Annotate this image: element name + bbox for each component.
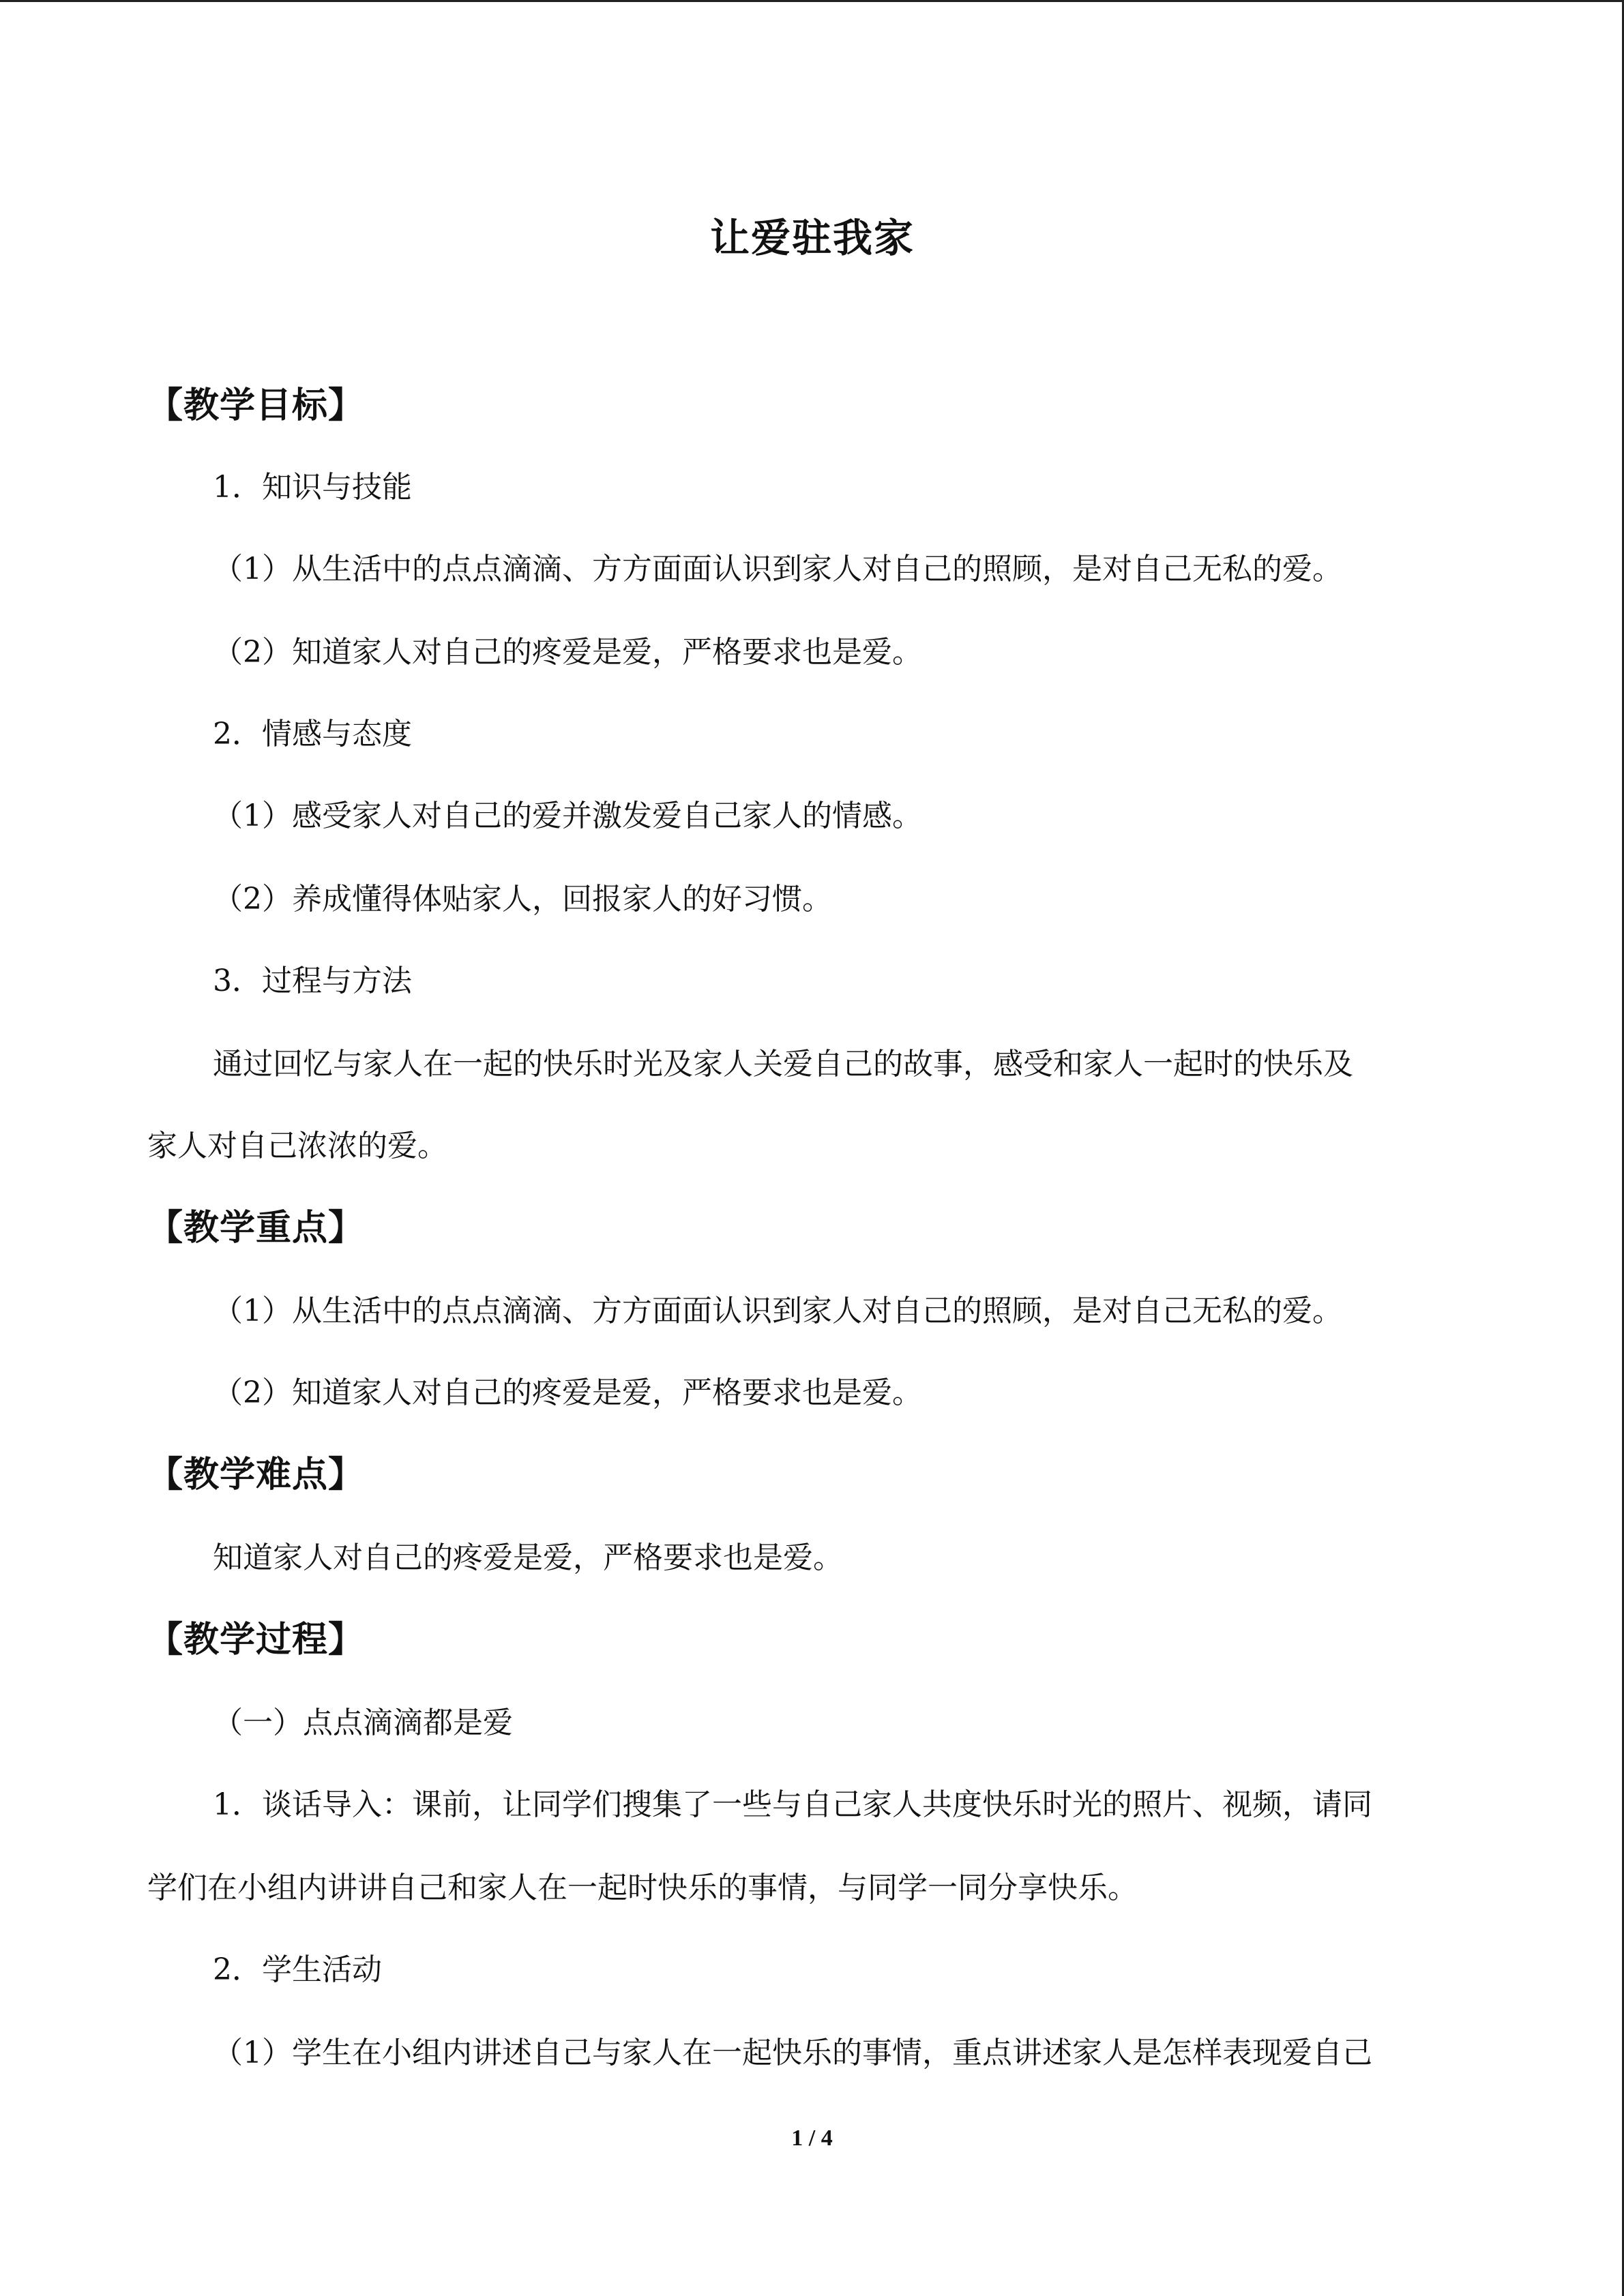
goal-1-item-1: （1）从生活中的点点滴滴、方方面面认识到家人对自己的照顾，是对自己无私的爱。 <box>213 552 1342 586</box>
goal-2-title: 2．情感与态度 <box>213 717 412 751</box>
goal-3-text-line-2: 家人对自己浓浓的爱。 <box>147 1129 447 1163</box>
document-title: 让爱驻我家 <box>709 215 915 261</box>
goal-3-title: 3．过程与方法 <box>213 964 412 998</box>
page-number: 1 / 4 <box>791 2126 833 2151</box>
goal-2-item-1: （1）感受家人对自己的爱并激发爱自己家人的情感。 <box>213 799 922 833</box>
process-step-2-title: 2．学生活动 <box>213 1952 382 1987</box>
section-heading-process: 【教学过程】 <box>147 1620 365 1660</box>
key-point-item-1: （1）从生活中的点点滴滴、方方面面认识到家人对自己的照顾，是对自己无私的爱。 <box>213 1294 1342 1328</box>
section-heading-difficulties: 【教学难点】 <box>147 1455 365 1495</box>
process-step-1-line-2: 学们在小组内讲讲自己和家人在一起时快乐的事情，与同学一同分享快乐。 <box>147 1870 1138 1905</box>
goal-2-item-2: （2）养成懂得体贴家人，回报家人的好习惯。 <box>213 882 832 916</box>
section-heading-goals: 【教学目标】 <box>147 385 365 426</box>
section-heading-key-points: 【教学重点】 <box>147 1208 365 1249</box>
goal-1-item-2: （2）知道家人对自己的疼爱是爱，严格要求也是爱。 <box>213 635 922 670</box>
difficulty-text: 知道家人对自己的疼爱是爱，严格要求也是爱。 <box>213 1540 843 1575</box>
process-step-1-line-1: 1．谈话导入：课前，让同学们搜集了一些与自己家人共度快乐时光的照片、视频，请同 <box>213 1787 1372 1822</box>
key-point-item-2: （2）知道家人对自己的疼爱是爱，严格要求也是爱。 <box>213 1375 922 1410</box>
goal-3-text-line-1: 通过回忆与家人在一起的快乐时光及家人关爱自己的故事，感受和家人一起时的快乐及 <box>213 1047 1353 1082</box>
process-part-1-title: （一）点点滴滴都是爱 <box>213 1705 513 1740</box>
goal-1-title: 1．知识与技能 <box>213 470 412 505</box>
process-step-2-item-1: （1）学生在小组内讲述自己与家人在一起快乐的事情，重点讲述家人是怎样表现爱自己 <box>213 2036 1372 2070</box>
